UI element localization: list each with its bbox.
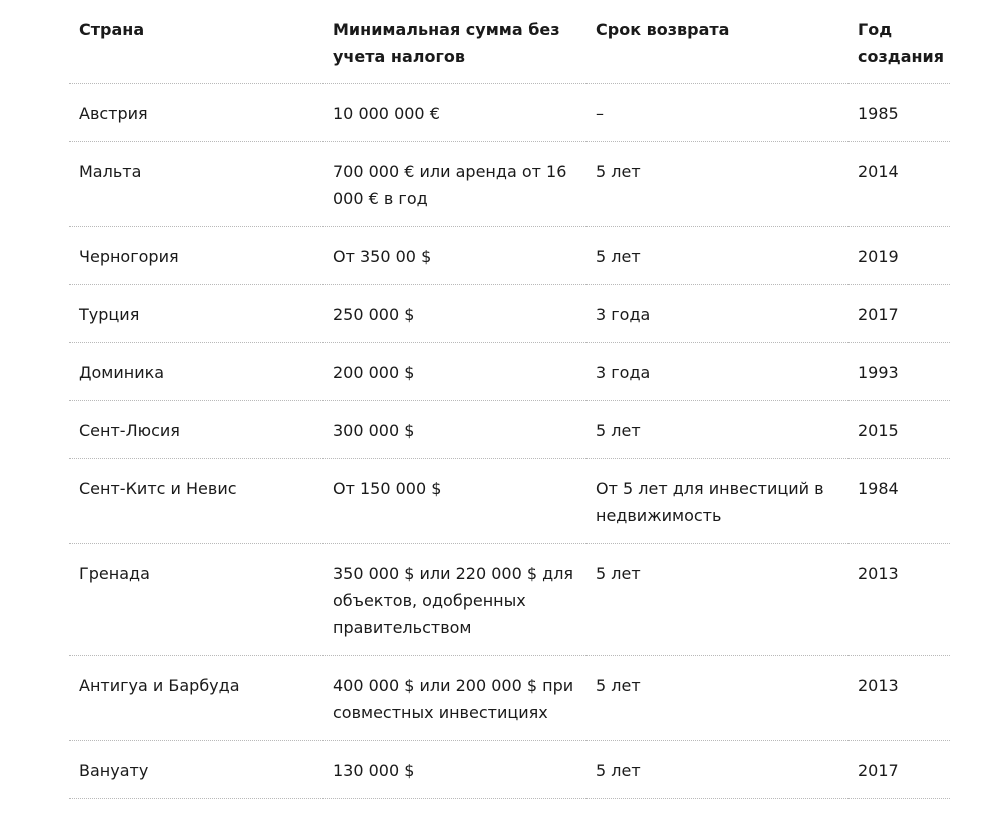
header-return-period: Срок возврата — [586, 0, 848, 83]
cell-year: 1993 — [848, 342, 950, 400]
table-row — [69, 342, 950, 400]
cell-country: Черногория — [69, 226, 323, 284]
cell-min-amount: 10 000 000 € — [323, 83, 586, 141]
cell-year: 2019 — [848, 226, 950, 284]
cell-min-amount: 700 000 € или аренда от 16 000 € в год — [323, 141, 586, 226]
citizenship-table-container — [69, 0, 950, 799]
cell-min-amount: 350 000 $ или 220 000 $ для объектов, одобренных правительством — [323, 543, 586, 655]
cell-min-amount: 200 000 $ — [323, 342, 586, 400]
table-row — [69, 226, 950, 284]
cell-min-amount: 130 000 $ — [323, 740, 586, 798]
table-row — [69, 655, 950, 740]
cell-min-amount: От 150 000 $ — [323, 458, 586, 543]
cell-year: 2014 — [848, 141, 950, 226]
table-row — [69, 543, 950, 655]
cell-return-period: 5 лет — [586, 655, 848, 740]
cell-country: Сент-Китс и Невис — [69, 458, 323, 543]
cell-year: 1984 — [848, 458, 950, 543]
cell-country: Антигуа и Барбуда — [69, 655, 323, 740]
header-row — [69, 0, 950, 83]
cell-year: 2013 — [848, 655, 950, 740]
cell-country: Доминика — [69, 342, 323, 400]
cell-year: 1985 — [848, 83, 950, 141]
header-year-created: Год создания — [848, 0, 950, 83]
cell-year: 2017 — [848, 740, 950, 798]
cell-year: 2017 — [848, 284, 950, 342]
cell-year: 2013 — [848, 543, 950, 655]
cell-country: Австрия — [69, 83, 323, 141]
cell-return-period: 5 лет — [586, 740, 848, 798]
cell-min-amount: 300 000 $ — [323, 400, 586, 458]
table-body — [69, 83, 950, 798]
cell-country: Гренада — [69, 543, 323, 655]
cell-min-amount: 250 000 $ — [323, 284, 586, 342]
cell-return-period: 3 года — [586, 342, 848, 400]
table-row — [69, 141, 950, 226]
cell-return-period: 5 лет — [586, 226, 848, 284]
cell-country: Турция — [69, 284, 323, 342]
cell-return-period: 3 года — [586, 284, 848, 342]
table-row — [69, 458, 950, 543]
table-row — [69, 83, 950, 141]
cell-min-amount: От 350 00 $ — [323, 226, 586, 284]
table-header — [69, 0, 950, 83]
header-min-amount: Минимальная сумма без учета налогов — [323, 0, 586, 83]
cell-return-period: 5 лет — [586, 141, 848, 226]
header-country: Страна — [69, 0, 323, 83]
cell-return-period: – — [586, 83, 848, 141]
cell-country: Вануату — [69, 740, 323, 798]
citizenship-investment-table — [69, 0, 950, 799]
cell-country: Сент-Люсия — [69, 400, 323, 458]
table-row — [69, 284, 950, 342]
table-row — [69, 740, 950, 798]
cell-return-period: От 5 лет для инвестиций в недвижимость — [586, 458, 848, 543]
table-row — [69, 400, 950, 458]
cell-min-amount: 400 000 $ или 200 000 $ при совместных инвестициях — [323, 655, 586, 740]
cell-return-period: 5 лет — [586, 400, 848, 458]
cell-return-period: 5 лет — [586, 543, 848, 655]
cell-country: Мальта — [69, 141, 323, 226]
cell-year: 2015 — [848, 400, 950, 458]
